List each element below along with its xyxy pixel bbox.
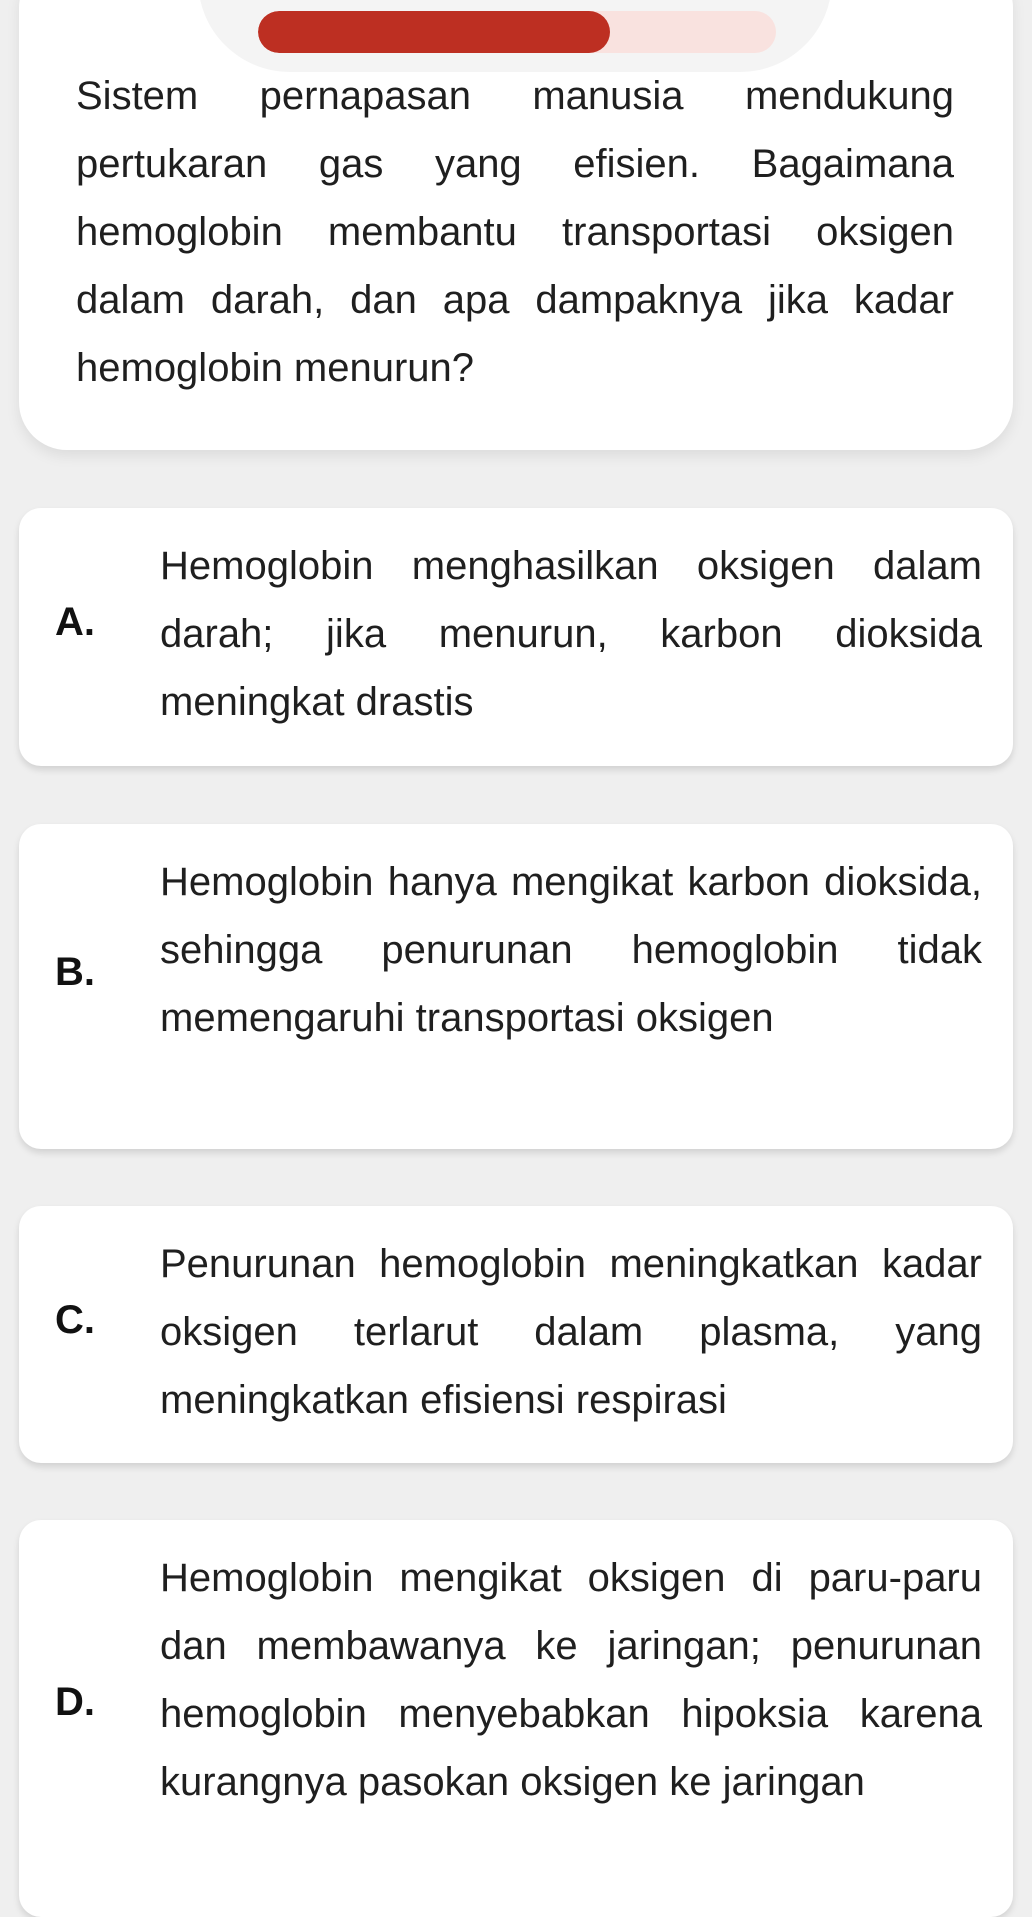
option-letter-b: B. (55, 950, 95, 994)
option-text-b: Hemoglobin hanya mengikat karbon dioksida, sehingga penurunan hemoglobin tidak memengaruhi transportasi oksigen (160, 860, 982, 1040)
option-text-c: Penurunan hemoglobin meningkatkan kadar oksigen terlarut dalam plasma, yang meningkatkan efisiensi respirasi (160, 1242, 982, 1422)
progress-bar (258, 11, 776, 53)
option-letter-d: D. (55, 1680, 95, 1724)
progress-bar-fill (258, 11, 610, 53)
answer-option-a[interactable] (19, 508, 1013, 766)
answer-option-c[interactable] (19, 1206, 1013, 1463)
option-text-d: Hemoglobin mengikat oksigen di paru-paru dan membawanya ke jaringan; penurunan hemoglobin menyebabkan hipoksia karena kurangnya pasokan oksigen ke jaringan (160, 1556, 982, 1804)
answer-option-d[interactable] (19, 1520, 1013, 1917)
option-text-a: Hemoglobin menghasilkan oksigen dalam darah; jika menurun, karbon dioksida meningkat drastis (160, 544, 982, 724)
option-letter-a: A. (55, 600, 95, 644)
question-text: Sistem pernapasan manusia mendukung pertukaran gas yang efisien. Bagaimana hemoglobin membantu transportasi oksigen dalam darah, dan apa dampaknya jika kadar hemoglobin menurun? (76, 74, 954, 390)
answer-option-b[interactable] (19, 824, 1013, 1149)
option-letter-c: C. (55, 1298, 95, 1342)
